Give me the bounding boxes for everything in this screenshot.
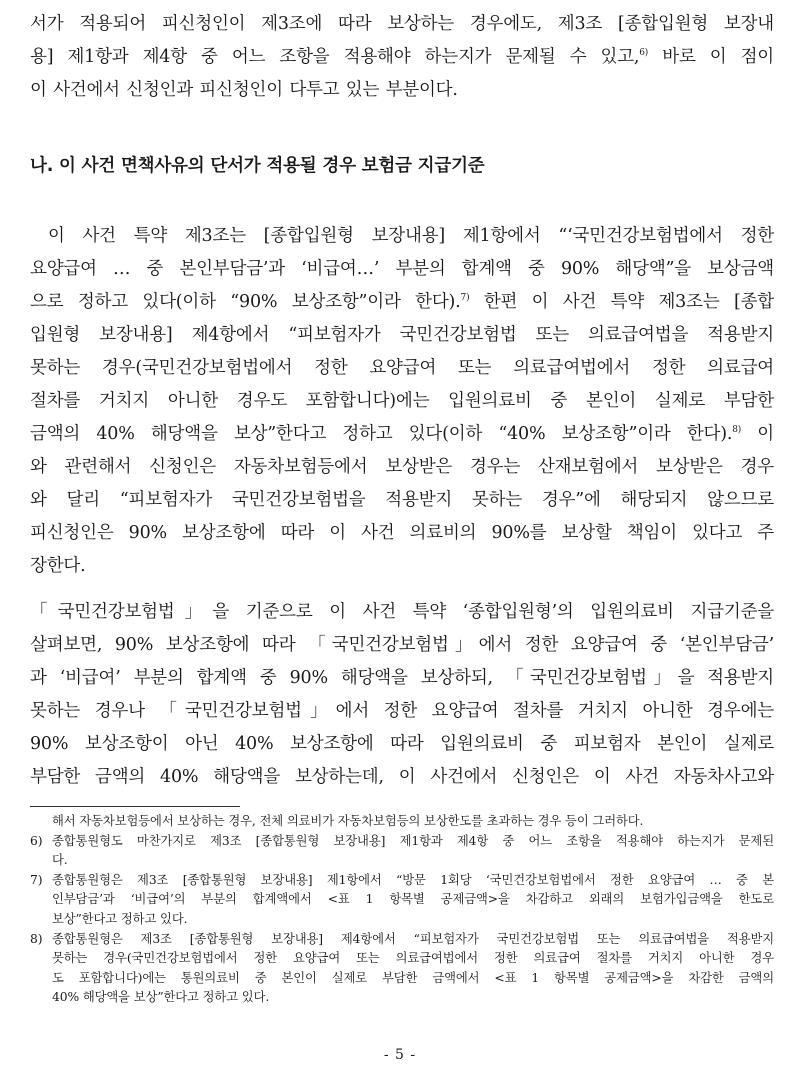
text-line: 요양급여 … 중 본인부담금’과 ‘비급여…’ 부분의 합계액 중 90% 해당액”을 보상금액	[30, 259, 774, 279]
text-line: 와 달리 “피보험자가 국민건강보험법을 적용받지 못하는 경우”에 해당되지 않으므로	[30, 490, 774, 510]
text-line: 못하는 경우나 「국민건강보험법」에서 정한 요양급여 절차를 거치지 아니한 경우에는	[30, 701, 774, 721]
footnote-line: 못하는 경우(국민건강보험법에서 정한 요양급여 또는 의료급여법에서 정한 의료급여 절차를 거치지 아니한 경우	[52, 951, 774, 966]
text-fragment: 으로 정하고 있다(이하 “90% 보상조항”이라 한다).	[30, 292, 461, 312]
paragraph-1	[30, 220, 774, 583]
footnote-number: 7)	[30, 872, 43, 887]
footnote-line: 도 포함합니다)에는 통원의료비 중 본인이 실제로 부담한 금액에서 <표 1 항목별 공제금액>을 차감한 금액의	[52, 970, 774, 985]
text-line: 피신청인은 90% 보상조항에 따라 이 사건 의료비의 90%를 보상할 책임이 있다고 주	[30, 523, 774, 543]
text-fragment: 바로 이 점이	[648, 47, 774, 67]
footnote-line: 종합통원형도 마찬가지로 제3조 [종합통원형 보장내용] 제1항과 제4항 중 어느 조항을 적용해야 하는지가 문제된	[52, 833, 774, 848]
text-fragment: 용] 제1항과 제4항 중 어느 조항을 적용해야 하는지가 문제될 수 있고,	[30, 47, 640, 67]
footnote-ref[interactable]: 6)	[639, 48, 649, 58]
footnote-line: 인부담금’과 ‘비급여’의 부분의 합계액에서 <표 1 항목별 공제금액>을 차감하고 외래의 보험가입금액을 한도로	[52, 892, 774, 907]
footnote-ref[interactable]: 8)	[732, 425, 742, 435]
text-fragment: 이	[741, 424, 774, 444]
text-line: 이 사건 특약 제3조는 [종합입원형 보장내용] 제1항에서 “‘국민건강보험법에서 정한	[48, 226, 774, 246]
text-line: 못하는 경우(국민건강보험법에서 정한 요양급여 또는 의료급여법에서 정한 의료급여	[30, 358, 774, 378]
footnote-text	[52, 871, 774, 930]
text-line: 90% 보상조항이 아닌 40% 보상조항에 따라 입원의료비 중 피보험자 본인이 실제로	[30, 734, 774, 754]
footnote-8	[30, 930, 774, 1008]
footnote-line: 종합통원형은 제3조 [종합통원형 보장내용] 제4항에서 “피보험자가 국민건강보험법 또는 의료급여법을 적용받지	[52, 931, 774, 946]
footnote-line: 40% 해당액을 보상”한다고 정하고 있다.	[52, 990, 270, 1005]
text-line: 과 ‘비급여’ 부분의 합계액 중 90% 해당액을 보상하되, 「국민건강보험법」을 적용받지	[30, 668, 774, 688]
paragraph-2	[30, 596, 774, 794]
text-line: 「국민건강보험법」을 기준으로 이 사건 특약 ‘종합입원형’의 입원의료비 지급기준을	[30, 602, 774, 622]
text-fragment: 금액의 40% 해당액을 보상”한다고 정하고 있다(이하 “40% 보상조항”이라 한다).	[30, 424, 733, 444]
footnote-text	[52, 930, 774, 1008]
text-line: 이 사건에서 신청인과 피신청인이 다투고 있는 부분이다.	[30, 80, 458, 100]
footnote-line: 종합통원형은 제3조 [종합통원형 보장내용] 제1항에서 “방문 1회당 ‘국민건강보험법에서 정한 요양급여 … 중 본	[52, 872, 774, 887]
text-line: 절차를 거치지 아니한 경우도 포함합니다)에는 입원의료비 중 본인이 실제로 부담한	[30, 391, 774, 411]
footnote-number: 8)	[30, 931, 43, 946]
footnote-6	[30, 832, 774, 871]
footnote-ref[interactable]: 7)	[460, 293, 470, 303]
footnote-line: 보상”한다고 정하고 있다.	[52, 911, 188, 926]
section-heading: 나. 이 사건 면책사유의 단서가 적용될 경우 보험금 지급기준	[30, 156, 485, 176]
footnote-7	[30, 871, 774, 930]
text-line: 입원형 보장내용] 제4항에서 “피보험자가 국민건강보험법 또는 의료급여법을 적용받지	[30, 325, 774, 345]
text-line: 와 관련해서 신청인은 자동차보험등에서 보상받은 경우는 산재보험에서 보상받은 경우	[30, 457, 774, 477]
footnote-line: 다.	[52, 853, 68, 868]
footnote-number: 6)	[30, 833, 43, 848]
intro-paragraph	[30, 8, 774, 107]
text-line: 장한다.	[30, 556, 86, 576]
footnote-continuation: 해서 자동차보험등에서 보상하는 경우, 전체 의료비가 자동차보험등의 보상한도를 초과하는 경우 등이 그러하다.	[52, 814, 644, 828]
footnote-separator	[30, 806, 240, 807]
footnote-text	[52, 832, 774, 871]
text-line	[30, 286, 774, 319]
text-line	[30, 418, 774, 451]
text-line: 서가 적용되어 피신청인이 제3조에 따라 보상하는 경우에도, 제3조 [종합입원형 보장내	[30, 14, 774, 34]
text-line: 살펴보면, 90% 보상조항에 따라 「국민건강보험법」에서 정한 요양급여 중 ‘본인부담금’	[30, 635, 774, 655]
text-line	[30, 41, 774, 74]
footnotes	[30, 812, 774, 1008]
text-fragment: 한편 이 사건 특약 제3조는 [종합	[469, 292, 774, 312]
page-number: - 5 -	[383, 1047, 417, 1063]
text-line: 부담한 금액의 40% 해당액을 보상하는데, 이 사건에서 신청인은 이 사건 자동차사고와	[30, 767, 774, 787]
